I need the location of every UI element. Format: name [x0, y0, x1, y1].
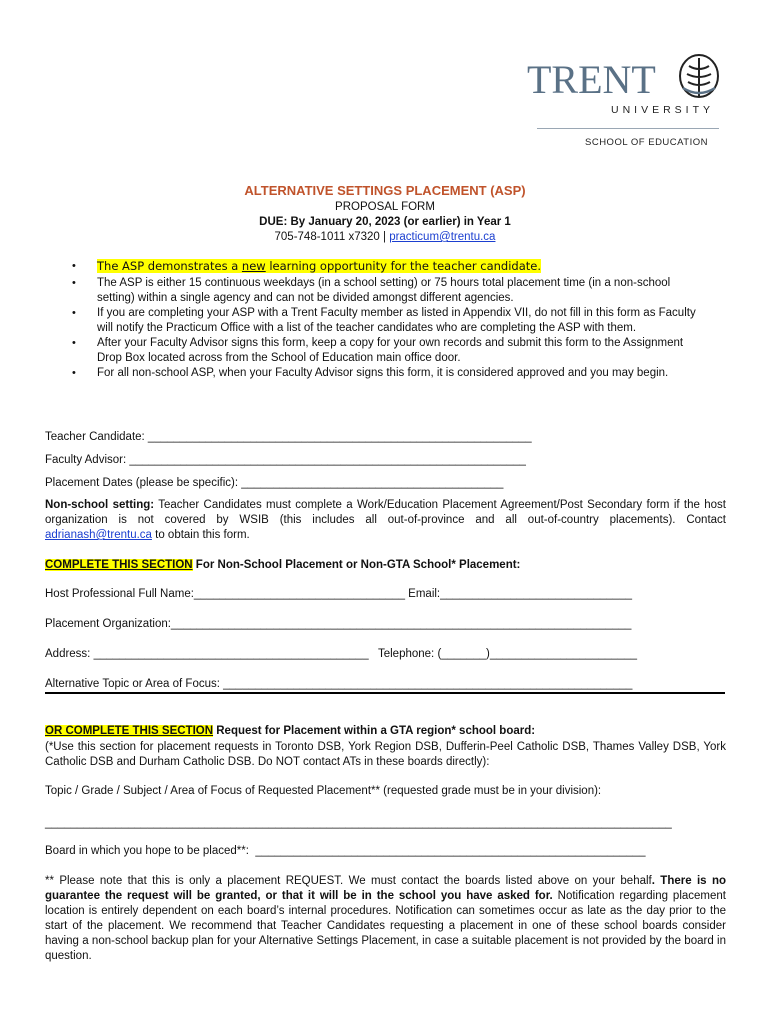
trent-university-logo — [527, 52, 727, 152]
logo-university: UNIVERSITY — [611, 104, 715, 116]
teacher-candidate-field[interactable]: Teacher Candidate: ____________________________________________________________ — [45, 431, 532, 443]
trent-crest-icon — [677, 52, 721, 102]
gta-note: (*Use this section for placement requests in Toronto DSB, York Region DSB, Dufferin-Peel Catholic DSB, Thames Valley DSB, York Catholic DSB and Durham Catholic DSB. Do NOT contact ATs in these boards directly): — [45, 741, 726, 768]
highlighted-statement: The ASP demonstrates a new learning opportunity for the teacher candidate. — [97, 259, 542, 273]
board-field[interactable]: Board in which you hope to be placed**: _____________________________________________________________ — [45, 845, 646, 857]
practicum-email-link[interactable]: practicum@trentu.ca — [389, 231, 496, 243]
requested-topic-line[interactable]: __________________________________________________________________________________________________ — [45, 817, 672, 829]
faculty-advisor-field[interactable]: Faculty Advisor: ______________________________________________________________ — [45, 454, 526, 466]
logo-divider — [537, 128, 719, 129]
list-item: • For all non-school ASP, when your Faculty Advisor signs this form, it is considered approved and you may begin. — [72, 367, 669, 379]
form-subtitle: PROPOSAL FORM — [335, 201, 435, 213]
alternative-topic-field[interactable]: Alternative Topic or Area of Focus: ________________________________________________________________ — [45, 678, 633, 690]
list-item: • After your Faculty Advisor signs this form, keep a copy for your own records and submit this form to the Assignment Drop Box located across from the School of Education main office door. — [72, 337, 684, 364]
section1-heading: COMPLETE THIS SECTION For Non-School Placement or Non-GTA School* Placement: — [45, 559, 521, 571]
section-divider — [45, 692, 725, 694]
logo-wordmark: TRENT — [527, 57, 656, 102]
address-telephone-field[interactable]: Address: ___________________________________________ Telephone: (_______)_______________________ — [45, 648, 637, 660]
request-disclaimer: ** Please note that this is only a placement REQUEST. We must contact the boards listed above on your behalf. There is no guarantee the request will be granted, or that it will be in the school you have asked for. Notification regarding placement location is entirely dependent on each board’s internal procedures. Notification can sometimes occur as late as the day prior to the start of the placement. We recommend that Teacher Candidates requesting a placement in one of these school boards consider having a non-school backup plan for your Alternative Settings Placement, in case a suitable placement is not provided by the board in question. — [45, 875, 726, 962]
instructions-list — [58, 259, 708, 381]
logo-school: SCHOOL OF EDUCATION — [585, 137, 708, 148]
contact-line — [0, 231, 770, 243]
placement-organization-field[interactable]: Placement Organization:________________________________________________________________________ — [45, 618, 632, 630]
due-date: DUE: By January 20, 2023 (or earlier) in Year 1 — [259, 216, 511, 228]
requested-topic-label: Topic / Grade / Subject / Area of Focus of Requested Placement** (requested grade must be in your division): — [45, 785, 602, 797]
section2-heading: OR COMPLETE THIS SECTION Request for Placement within a GTA region* school board: — [45, 725, 536, 737]
phone-text: 705-748-1011 x7320 | — [274, 231, 390, 243]
host-professional-field[interactable]: Host Professional Full Name:_________________________________ Email:______________________________ — [45, 588, 632, 600]
list-item: • If you are completing your ASP with a Trent Faculty member as listed in Appendix VII, do not fill in this form as Faculty will notify the Practicum Office with a list of the teacher candidates who are completing the ASP with them. — [72, 307, 696, 334]
form-title: ALTERNATIVE SETTINGS PLACEMENT (ASP) — [244, 183, 526, 198]
adrianash-email-link[interactable]: adrianash@trentu.ca — [45, 529, 152, 541]
list-item: • The ASP demonstrates a new learning opportunity for the teacher candidate. — [72, 259, 542, 273]
placement-dates-field[interactable]: Placement Dates (please be specific): _________________________________________ — [45, 477, 504, 489]
non-school-setting-note: Non-school setting: Teacher Candidates must complete a Work/Education Placement Agreement/Post Secondary form if the host organization is not covered by WSIB (this includes all out-of-province and all out-of-country placements). Contact adrianash@trentu.ca to obtain this form. — [45, 499, 727, 541]
list-item: • The ASP is either 15 continuous weekdays (in a school setting) or 75 hours total placement time (in a non-school setting) within a single agency and can not be divided amongst different agencies. — [72, 277, 671, 304]
